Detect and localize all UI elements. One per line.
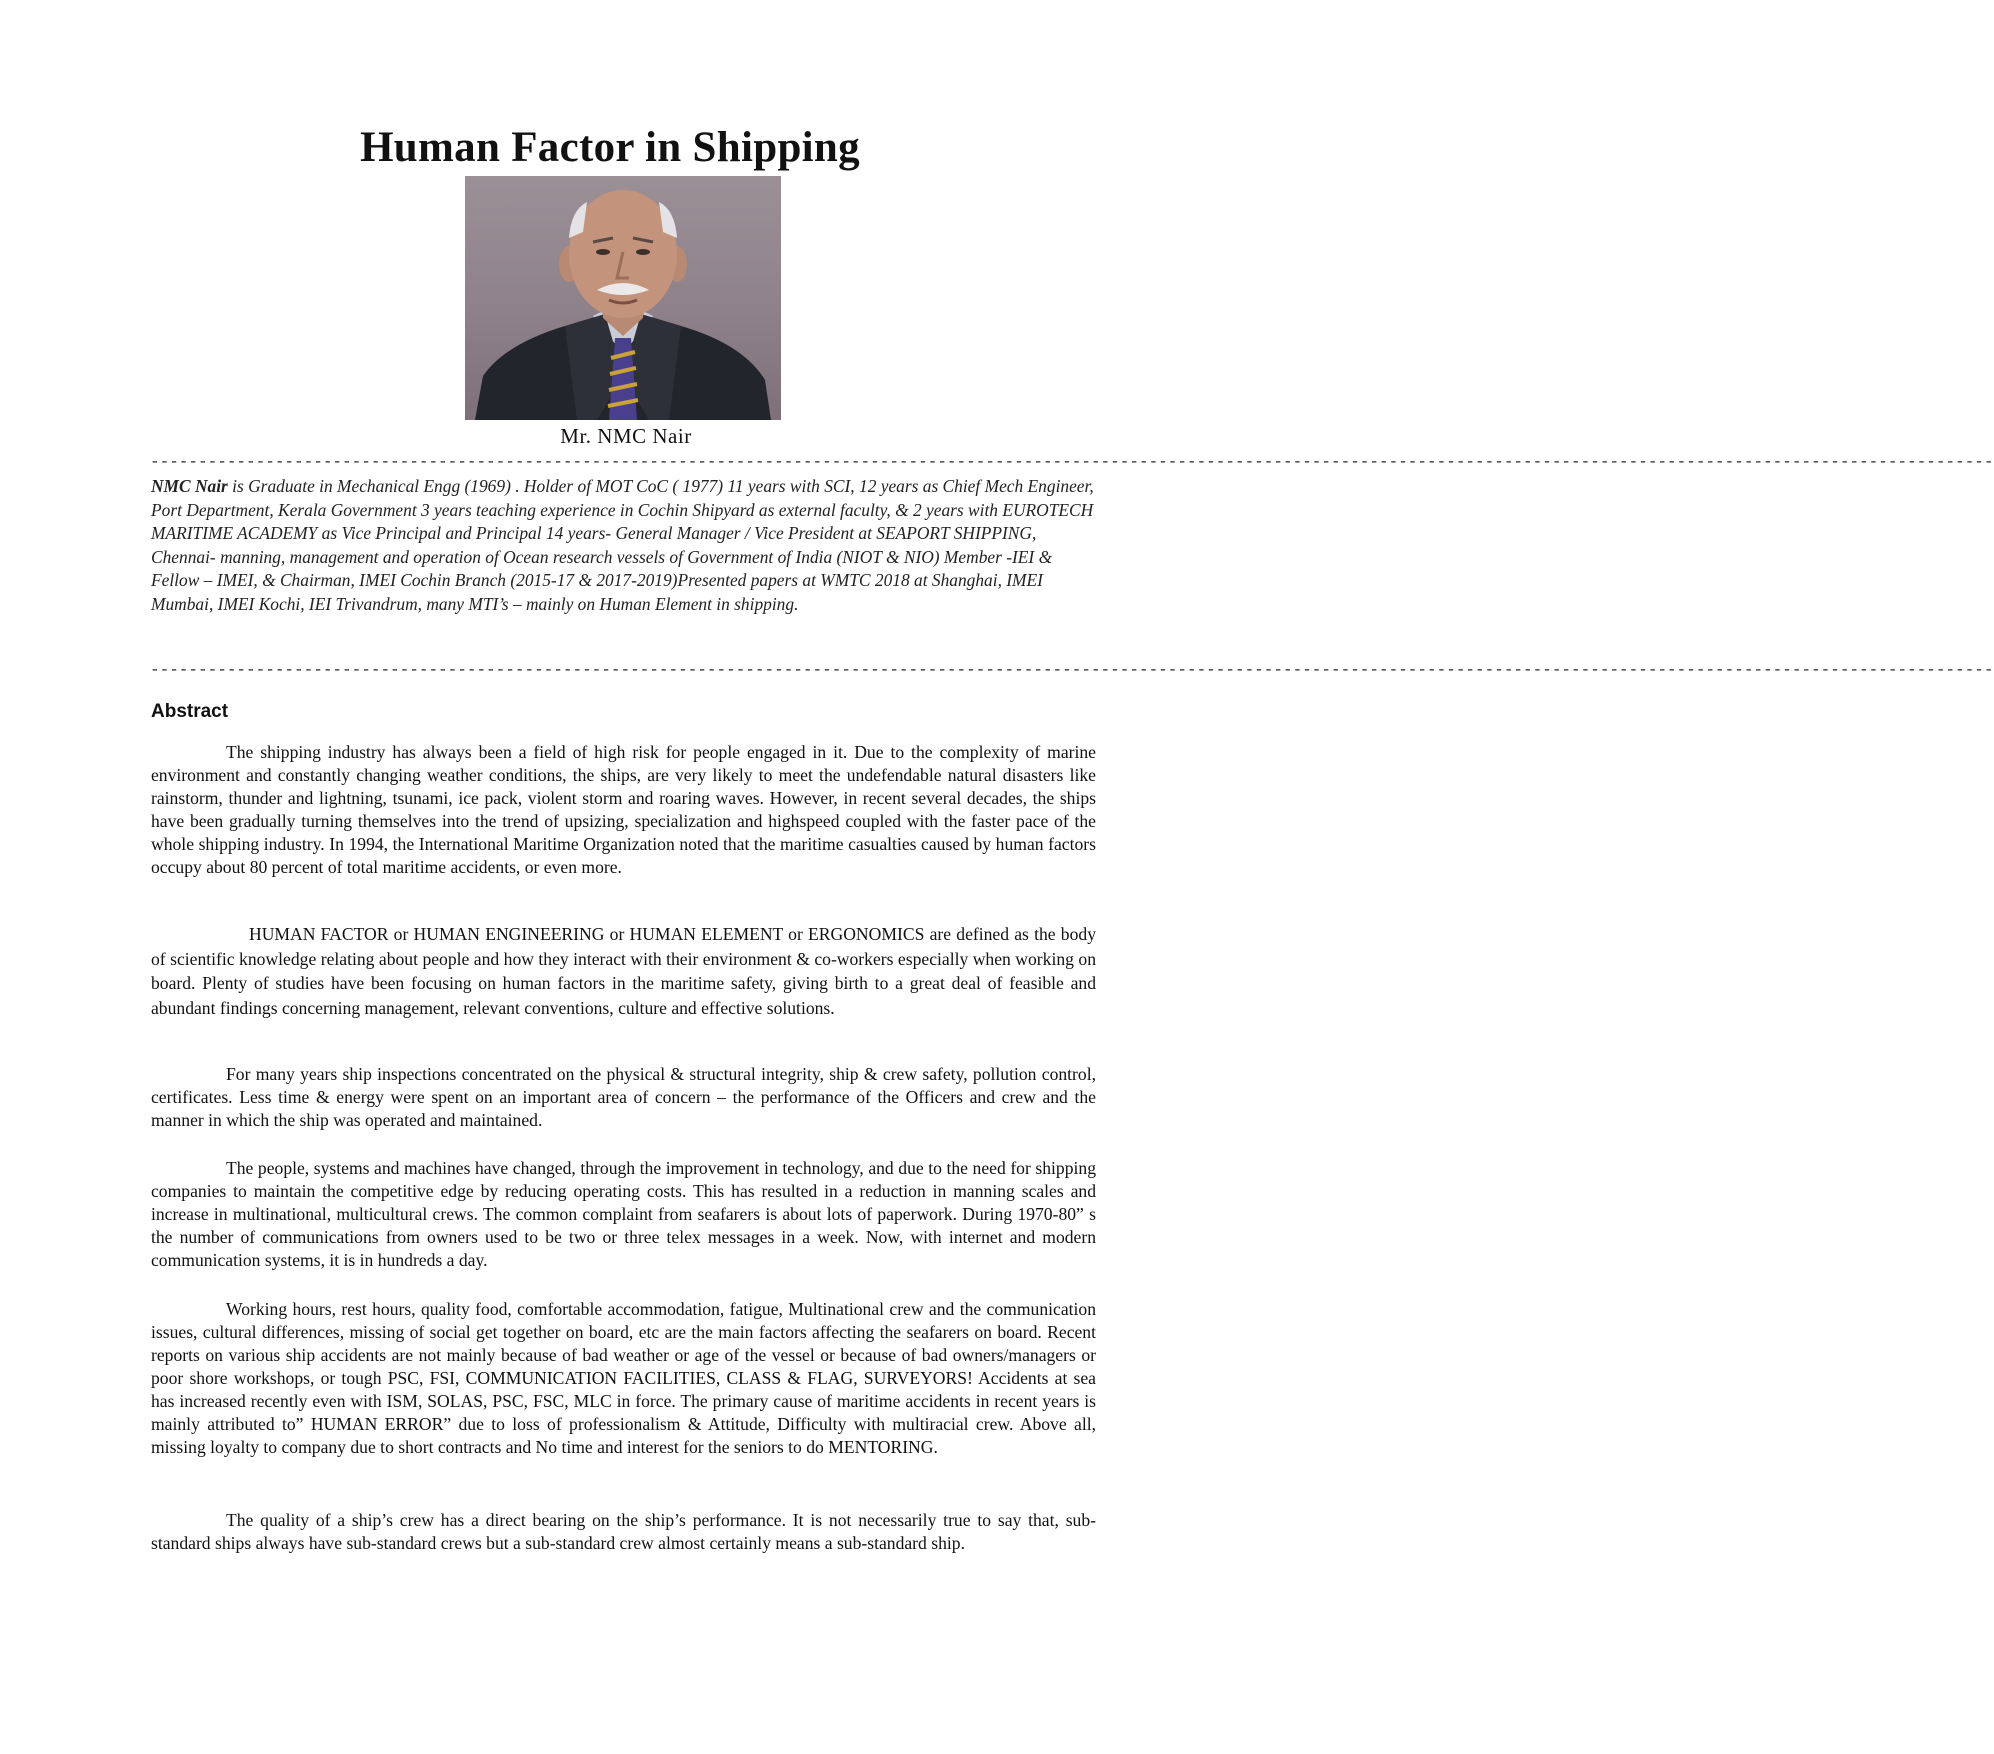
document-title: Human Factor in Shipping [360,124,860,171]
paragraph-1: The shipping industry has always been a field of high risk for people engaged in it. Due to the complexity of marine environment and constantly changing weather conditions, the ships, are very likely to meet the undefendable natural disasters like rainstorm, thunder and lightning, tsunami, ice pack, violent storm and roaring waves. However, in recent several decades, the ships have been gradually turning themselves into the trend of upsizing, specialization and highspeed coupled with the faster pace of the whole shipping industry. In 1994, the International Maritime Organization noted that the maritime casualties caused by human factors occupy about 80 percent of total maritime accidents, or even more. [151,742,1096,877]
author-name: Mr. NMC Nair [560,424,692,448]
bio-text: is Graduate in Mechanical Engg (1969) . Holder of MOT CoC ( 1977) 11 years with SCI, 12 years as Chief Mech Engineer, Port Department, Kerala Government 3 years teaching experience in Cochin Shipyard as external faculty, & 2 years with EUROTECH MARITIME ACADEMY as Vice Principal and Principal 14 years- General Manager / Vice President at SEAPORT SHIPPING, Chennai- manning, management and operation of Ocean research vessels of Government of India (NIOT & NIO) Member -IEI & Fellow – IMEI, & Chairman, IMEI Cochin Branch (2015-17 & 2017-2019)Presented papers at WMTC 2018 at Shanghai, IMEI Mumbai, IMEI Kochi, IEI Trivandrum, many MTI’s – mainly on Human Element in shipping. [151,476,1094,614]
paragraph-3: For many years ship inspections concentrated on the physical & structural integrity, ship & crew safety, pollution control, certificates. Less time & energy were spent on an important area of concern – the performance of the Officers and crew and the manner in which the ship was operated and maintained. [151,1064,1096,1130]
paragraph-4: The people, systems and machines have changed, through the improvement in technology, and due to the need for shipping companies to maintain the competitive edge by reducing operating costs. This has resulted in a reduction in manning scales and increase in multinational, multicultural crews. The common complaint from seafarers is about lots of paperwork. During 1970-80” s the number of communications from owners used to be two or three telex messages in a week. Now, with internet and modern communication systems, it is in hundreds a day. [151,1158,1096,1270]
author-photo [465,176,781,420]
separator-top: ------------------------------------------------------------------------------------------------------------------------------------------------------------------------------------------------ [150,453,1994,471]
bio-author-name: NMC Nair [151,476,228,496]
paragraph-6: The quality of a ship’s crew has a direct bearing on the ship’s performance. It is not necessarily true to say that, sub-standard ships always have sub-standard crews but a sub-standard crew almost certainly means a sub-standard ship. [151,1510,1096,1553]
author-bio [151,475,1096,616]
paragraph-2: HUMAN FACTOR or HUMAN ENGINEERING or HUMAN ELEMENT or ERGONOMICS are defined as the body of scientific knowledge relating about people and how they interact with their environment & co-workers especially when working on board. Plenty of studies have been focusing on human factors in the maritime safety, giving birth to a great deal of feasible and abundant findings concerning management, relevant conventions, culture and effective solutions. [151,924,1096,1018]
separator-bottom: ------------------------------------------------------------------------------------------------------------------------------------------------------------------------------------------------ [150,661,1994,679]
abstract-heading: Abstract [151,701,229,722]
paragraph-5: Working hours, rest hours, quality food, comfortable accommodation, fatigue, Multinational crew and the communication issues, cultural differences, missing of social get together on board, etc are the main factors affecting the seafarers on board. Recent reports on various ship accidents are not mainly because of bad weather or age of the vessel or because of bad owners/managers or poor shore workshops, or tough PSC, FSI, COMMUNICATION FACILITIES, CLASS & FLAG, SURVEYORS! Accidents at sea has increased recently even with ISM, SOLAS, PSC, FSC, MLC in force. The primary cause of maritime accidents in recent years is mainly attributed to” HUMAN ERROR” due to loss of professionalism & Attitude, Difficulty with multiracial crew. Above all, missing loyalty to company due to short contracts and No time and interest for the seniors to do MENTORING. [151,1299,1096,1457]
